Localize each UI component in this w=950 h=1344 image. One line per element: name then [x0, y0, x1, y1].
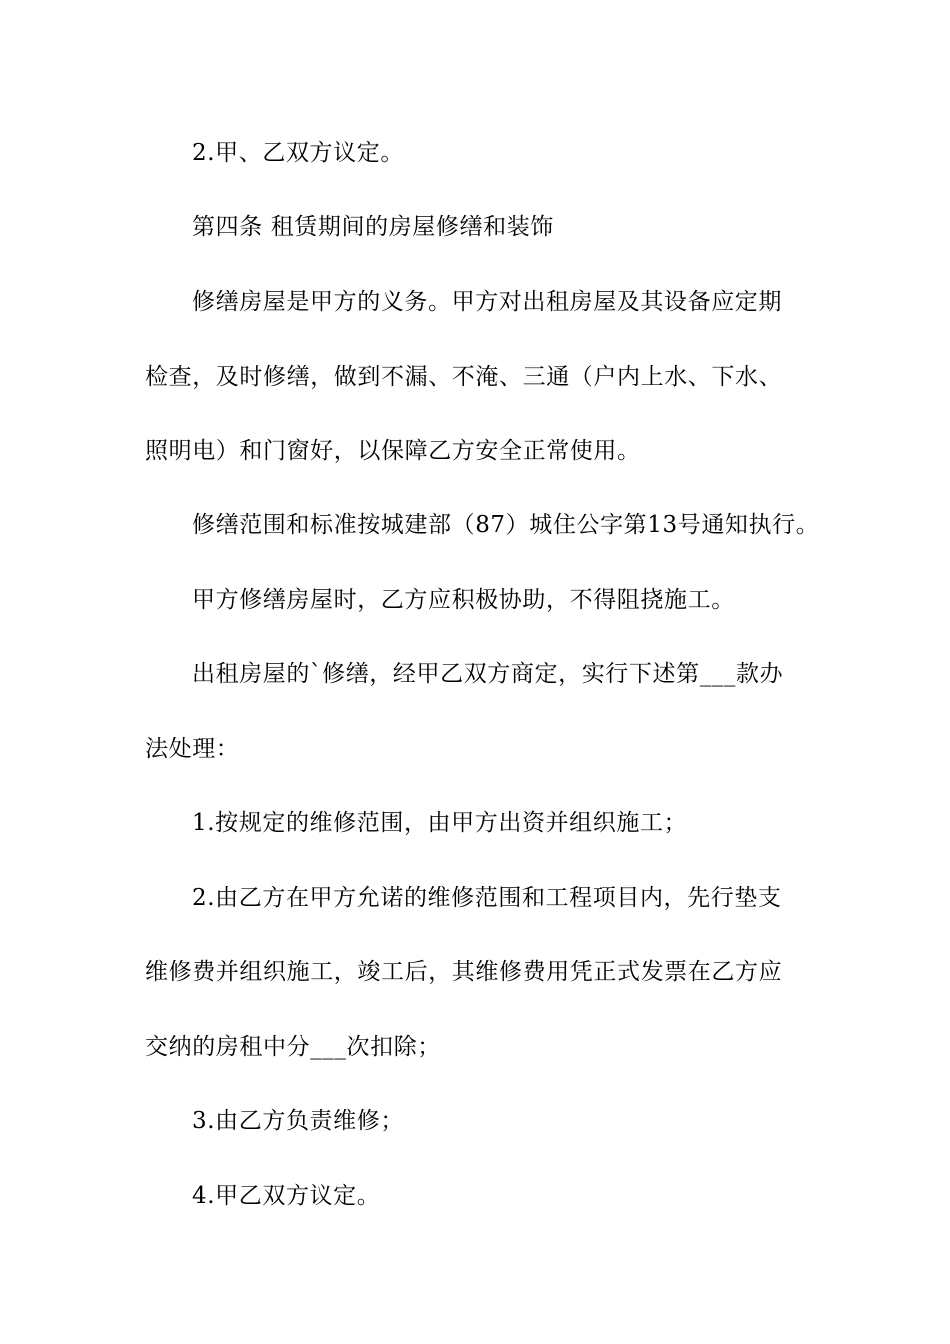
- list-item: 2.由乙方在甲方允诺的维修范围和工程项目内，先行垫支: [192, 885, 782, 911]
- paragraph-line: 交纳的房租中分___次扣除；: [145, 1034, 441, 1060]
- paragraph-line: 出租房屋的`修缮，经甲乙双方商定，实行下述第___款办: [192, 661, 784, 687]
- paragraph-line: 检查，及时修缮，做到不漏、不淹、三通（户内上水、下水、: [145, 364, 783, 390]
- paragraph-line: 照明电）和门窗好，以保障乙方安全正常使用。: [145, 438, 641, 464]
- paragraph-line: 法处理：: [145, 736, 240, 762]
- paragraph-line: 维修费并组织施工，竣工后，其维修费用凭正式发票在乙方应: [145, 959, 783, 985]
- list-item: 3.由乙方负责维修；: [192, 1108, 404, 1134]
- list-item: 4.甲乙双方议定。: [192, 1183, 381, 1209]
- paragraph-line: 甲方修缮房屋时，乙方应积极协助，不得阻挠施工。: [192, 587, 735, 613]
- paragraph-line: 修缮房屋是甲方的义务。甲方对出租房屋及其设备应定期: [192, 289, 782, 315]
- paragraph-line: 修缮范围和标准按城建部（87）城住公字第13号通知执行。: [192, 512, 820, 538]
- paragraph-line: 2.甲、乙双方议定。: [192, 140, 404, 166]
- article-heading: 第四条 租赁期间的房屋修缮和装饰: [192, 214, 554, 240]
- list-item: 1.按规定的维修范围，由甲方出资并组织施工；: [192, 810, 688, 836]
